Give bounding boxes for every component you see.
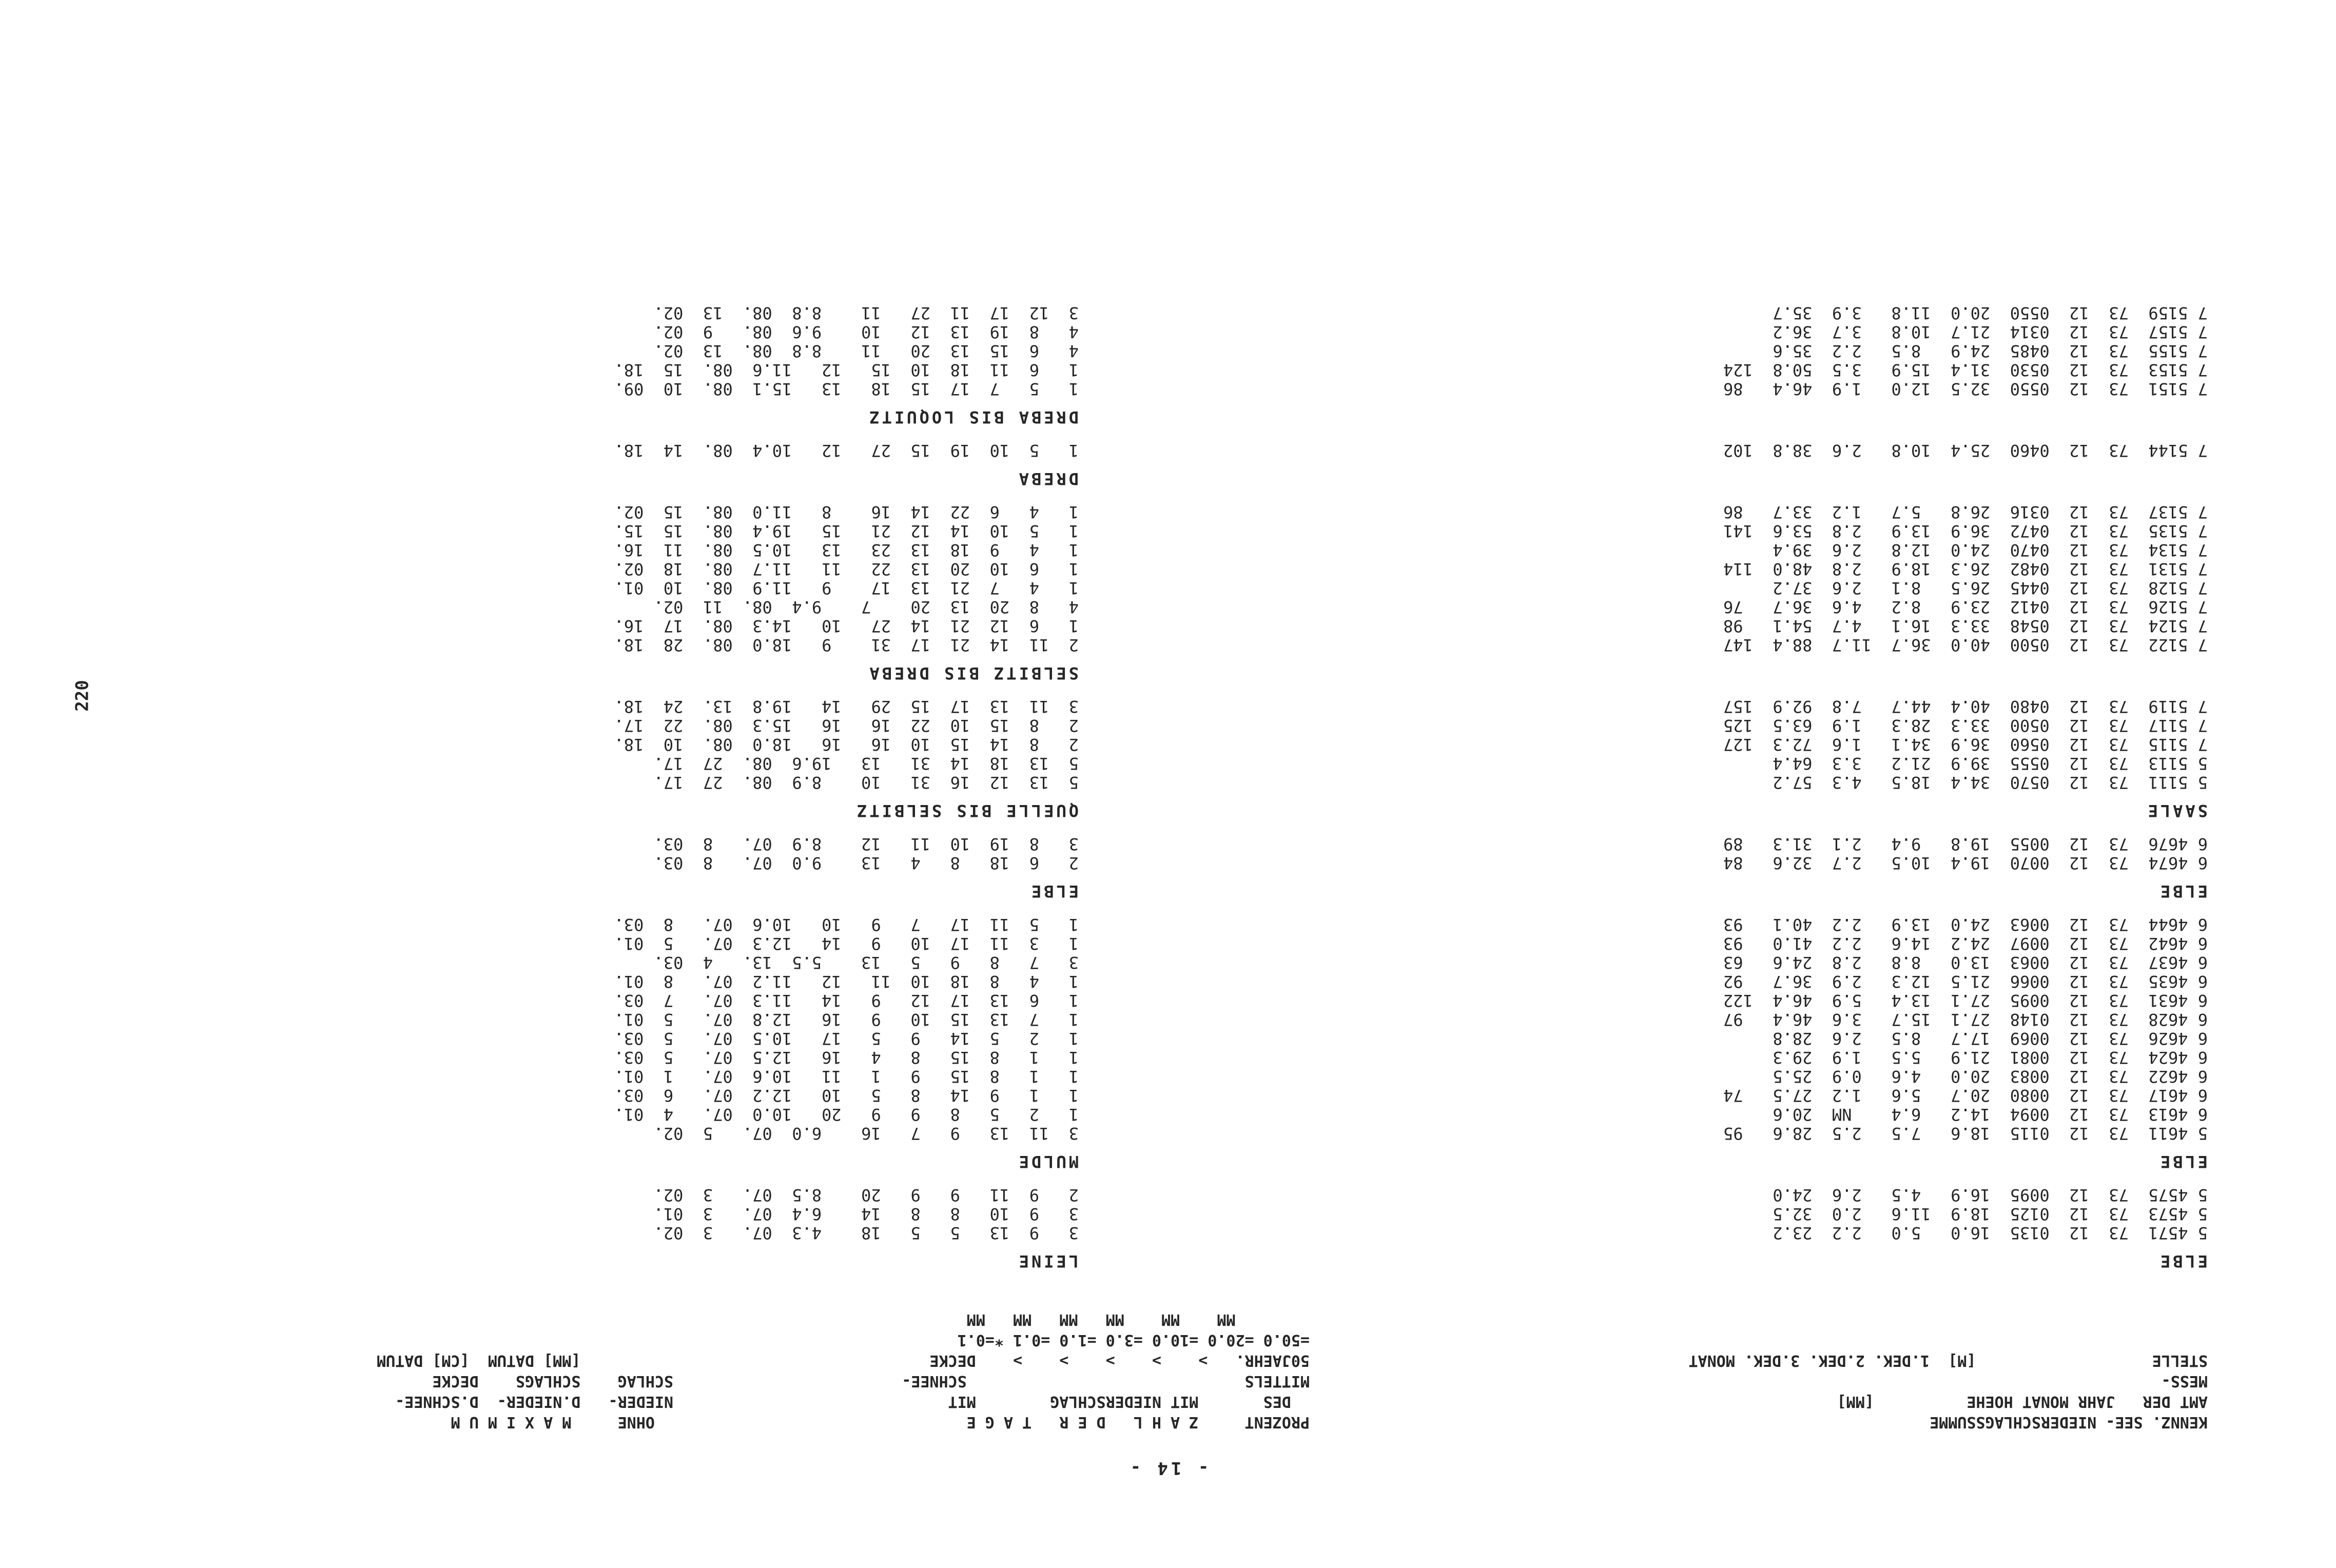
table-row: 7 5151 73 12 0550 32.5 12.0 1.9 46.4 86 (1723, 379, 2208, 399)
header-right: OHNE M A X I M U M NIEDER- D.NIEDER- D.SCHNEE- SCHLAG SCHLAGS DECKE [MM] DATUM [CM] DATUM (377, 1351, 673, 1431)
table-row: 6 4626 73 12 0069 17.7 8.5 2.6 28.8 (1773, 1029, 2208, 1048)
table-row: 1 6 13 17 12 9 14 11.3 07. 7 03. (614, 991, 1079, 1010)
table-row: 3 12 17 11 27 11 8.8 08. 13 02. (653, 303, 1079, 323)
section-title: DREBA (1016, 469, 1079, 488)
section-title: MULDE (1016, 1152, 1079, 1171)
table-row: 7 5128 73 12 0445 26.5 8.1 2.6 37.2 (1773, 578, 2208, 598)
section-title: ELBE (2157, 1251, 2208, 1271)
section-title: LEINE (1016, 1251, 1079, 1271)
table-row: 6 4613 73 12 0094 14.2 6.4 NM 20.6 (1773, 1105, 2208, 1124)
section-title (1161, 407, 2208, 426)
table-row: 7 5115 73 12 0560 36.9 34.1 1.6 72.3 127 (1723, 735, 2208, 754)
table-row: 3 8 19 10 11 12 8.9 07. 8 03. (653, 834, 1079, 854)
table-row: 6 4617 73 12 0080 20.7 5.6 1.2 27.5 74 (1723, 1086, 2208, 1105)
table-row: 3 11 13 9 7 16 6.0 07. 5 02. (653, 1124, 1079, 1143)
left-column (1161, 303, 2208, 1270)
section-title: SELBITZ BIS DREBA (867, 663, 1079, 683)
table-row: 1 5 10 19 15 27 12 10.4 08. 14 18. (614, 441, 1079, 460)
table-row: 6 4637 73 12 0063 13.0 8.8 2.8 24.6 63 (1723, 953, 2208, 972)
table-row: 7 5137 73 12 0316 26.8 5.7 1.2 33.7 86 (1723, 502, 2208, 522)
table-row: 2 8 15 10 22 16 16 15.3 08. 22 17. (614, 716, 1079, 735)
table-row: 1 6 10 20 13 22 11 11.7 08. 18 02. (614, 559, 1079, 579)
table-row: 3 11 13 17 15 29 14 19.8 13. 24 18. (614, 697, 1079, 716)
table-row: 1 5 7 17 15 18 13 15.1 08. 10 09. (614, 379, 1079, 399)
table-row: 4 8 20 13 20 7 9.4 08. 11 02. (653, 597, 1079, 617)
table-row: 1 4 6 22 14 16 8 11.0 08. 15 02. (614, 502, 1079, 522)
table-row: 6 4642 73 12 0097 24.2 14.6 2.2 41.0 93 (1723, 934, 2208, 953)
folio-number: 220 (72, 680, 93, 712)
table-row: 7 5155 73 12 0485 24.9 8.5 2.2 35.6 (1773, 341, 2208, 361)
table-row: 1 5 10 14 12 21 15 19.4 08. 15 15. (614, 521, 1079, 541)
table-row: 7 5134 73 12 0470 24.0 12.8 2.6 39.4 (1773, 540, 2208, 560)
table-row: 6 4631 73 12 0095 27.1 13.4 5.9 46.4 122 (1723, 991, 2208, 1010)
table-row: 5 5113 73 12 0555 39.9 21.2 3.3 64.4 (1773, 754, 2208, 773)
table-row: 7 5135 73 12 0472 36.9 13.9 2.8 53.6 141 (1723, 521, 2208, 541)
table-row: 1 3 11 17 10 9 14 12.3 07. 5 01. (614, 934, 1079, 953)
section-title (1161, 469, 2208, 488)
table-row: 2 9 11 9 9 20 8.5 07. 3 02. (653, 1185, 1079, 1205)
right-column (124, 303, 1079, 1270)
table-row: 2 8 14 15 10 16 16 18.0 08. 10 18. (614, 735, 1079, 754)
table-row: 7 5124 73 12 0548 33.3 16.1 4.7 54.1 98 (1723, 616, 2208, 636)
table-row: 7 5144 73 12 0460 25.4 10.8 2.6 38.8 102 (1723, 441, 2208, 460)
table-row: 6 4622 73 12 0083 20.0 4.6 0.9 25.5 (1773, 1067, 2208, 1086)
table-row: 5 13 18 14 31 13 19.6 08. 27 17. (653, 754, 1079, 773)
page-number: - 14 - (1127, 1458, 1209, 1478)
table-row: 7 5119 73 12 0480 40.4 44.7 7.8 92.9 157 (1723, 697, 2208, 716)
table-row: 5 4571 73 12 0135 16.0 5.0 2.2 23.2 (1773, 1223, 2208, 1243)
table-row: 7 5159 73 12 0550 20.0 11.8 3.9 35.7 (1773, 303, 2208, 323)
table-row: 1 2 5 8 9 9 20 10.0 07. 4 01. (614, 1105, 1079, 1124)
section-title (1161, 663, 2208, 682)
table-row: 6 4628 73 12 0148 27.1 15.7 3.6 46.4 97 (1723, 1010, 2208, 1029)
table-row: 7 5126 73 12 0412 23.9 8.2 4.6 36.7 76 (1723, 597, 2208, 617)
section-title: ELBE (2157, 881, 2208, 901)
table-row: 1 1 8 15 9 1 11 10.6 07. 1 01. (614, 1067, 1079, 1086)
table-row: 7 5131 73 12 0482 26.3 18.9 2.8 48.0 114 (1723, 559, 2208, 579)
table-row: 3 9 13 5 5 18 4.3 07. 3 02. (653, 1223, 1079, 1243)
table-row: 4 8 19 13 12 10 9.6 08. 9 02. (653, 322, 1079, 342)
header-left: KENNZ. SEE- NIEDERSCHLAGSSUMME AMT DER JAHR MONAT HOEHE [MM] MESS- STELLE [M] 1.DEK. 2.DEK. 3.DEK. MONAT (1688, 1351, 2208, 1431)
table-row: 1 2 5 14 9 5 17 10.5 07. 5 03. (614, 1029, 1079, 1048)
section-title: ELBE (1028, 881, 1079, 901)
section-title: QUELLE BIS SELBITZ (854, 801, 1079, 820)
section-title: SAALE (2145, 801, 2208, 820)
table-row: 2 6 18 8 4 13 9.0 07. 8 03. (653, 853, 1079, 873)
table-row: 1 7 13 15 10 9 16 12.8 07. 5 01. (614, 1010, 1079, 1029)
header-middle: PROZENT Z A H L D E R T A G E DES MIT NIEDERSCHLAG MIT MITTELS SCHNEE- 50JAEHR. > > > > > DECKE =50.0 =20.0 =10.0 =3.0 =1.0 =0.1 *=0.1 MM MM MM MM MM MM (902, 1310, 1310, 1431)
table-row: 5 4573 73 12 0125 18.9 11.6 2.0 32.5 (1773, 1204, 2208, 1224)
table-row: 7 5122 73 12 0500 40.0 36.7 11.7 88.4 147 (1723, 635, 2208, 655)
table-row: 6 4674 73 12 0070 19.4 10.5 2.7 32.6 84 (1723, 853, 2208, 873)
table-row: 1 4 8 18 10 11 12 11.2 07. 8 01. (614, 972, 1079, 991)
table-row: 5 13 12 16 31 10 8.9 08. 27 17. (653, 773, 1079, 792)
table-row: 6 4635 73 12 0066 21.5 12.3 2.9 36.7 92 (1723, 972, 2208, 991)
table-row: 6 4676 73 12 0055 19.8 9.4 2.1 31.3 89 (1723, 834, 2208, 854)
table-row: 3 7 8 9 5 13 5.5 13. 4 03. (653, 953, 1079, 972)
table-row: 1 5 11 17 7 9 10 10.6 07. 8 03. (614, 915, 1079, 934)
table-row: 1 6 11 18 10 15 12 11.6 08. 15 18. (614, 360, 1079, 380)
table-row: 2 11 14 21 17 31 9 18.0 08. 28 18. (614, 635, 1079, 655)
table-row: 1 4 9 18 13 23 13 10.5 08. 11 16. (614, 540, 1079, 560)
table-row: 1 1 9 14 8 5 10 12.2 07. 6 03. (614, 1086, 1079, 1105)
table-row: 7 5117 73 12 0500 33.3 28.3 1.9 63.5 125 (1723, 716, 2208, 735)
table-row: 1 1 8 15 8 4 16 12.5 07. 5 03. (614, 1048, 1079, 1067)
table-row: 4 6 15 13 20 11 8.8 08. 13 02. (653, 341, 1079, 361)
table-row: 6 4644 73 12 0063 24.0 13.9 2.2 40.1 93 (1723, 915, 2208, 934)
section-title: ELBE (2157, 1152, 2208, 1171)
table-row: 7 5153 73 12 0530 31.4 15.9 3.5 50.8 124 (1723, 360, 2208, 380)
table-row: 1 6 12 21 14 27 10 14.3 08. 17 16. (614, 616, 1079, 636)
table-row: 5 5111 73 12 0570 34.4 18.5 4.3 57.2 (1773, 773, 2208, 792)
table-row: 1 4 7 21 13 17 9 11.9 08. 10 01. (614, 578, 1079, 598)
table-row: 6 4624 73 12 0081 21.9 5.5 1.9 29.3 (1773, 1048, 2208, 1067)
table-row: 3 9 10 8 8 14 6.4 07. 3 01. (653, 1204, 1079, 1224)
section-title: DREBA BIS LOQUITZ (867, 407, 1079, 427)
table-row: 5 4575 73 12 0095 16.9 4.5 2.6 24.0 (1773, 1185, 2208, 1205)
table-row: 5 4611 73 12 0115 18.6 7.5 2.5 28.6 95 (1723, 1124, 2208, 1143)
table-row: 7 5157 73 12 0314 21.7 10.8 3.7 36.2 (1773, 322, 2208, 342)
